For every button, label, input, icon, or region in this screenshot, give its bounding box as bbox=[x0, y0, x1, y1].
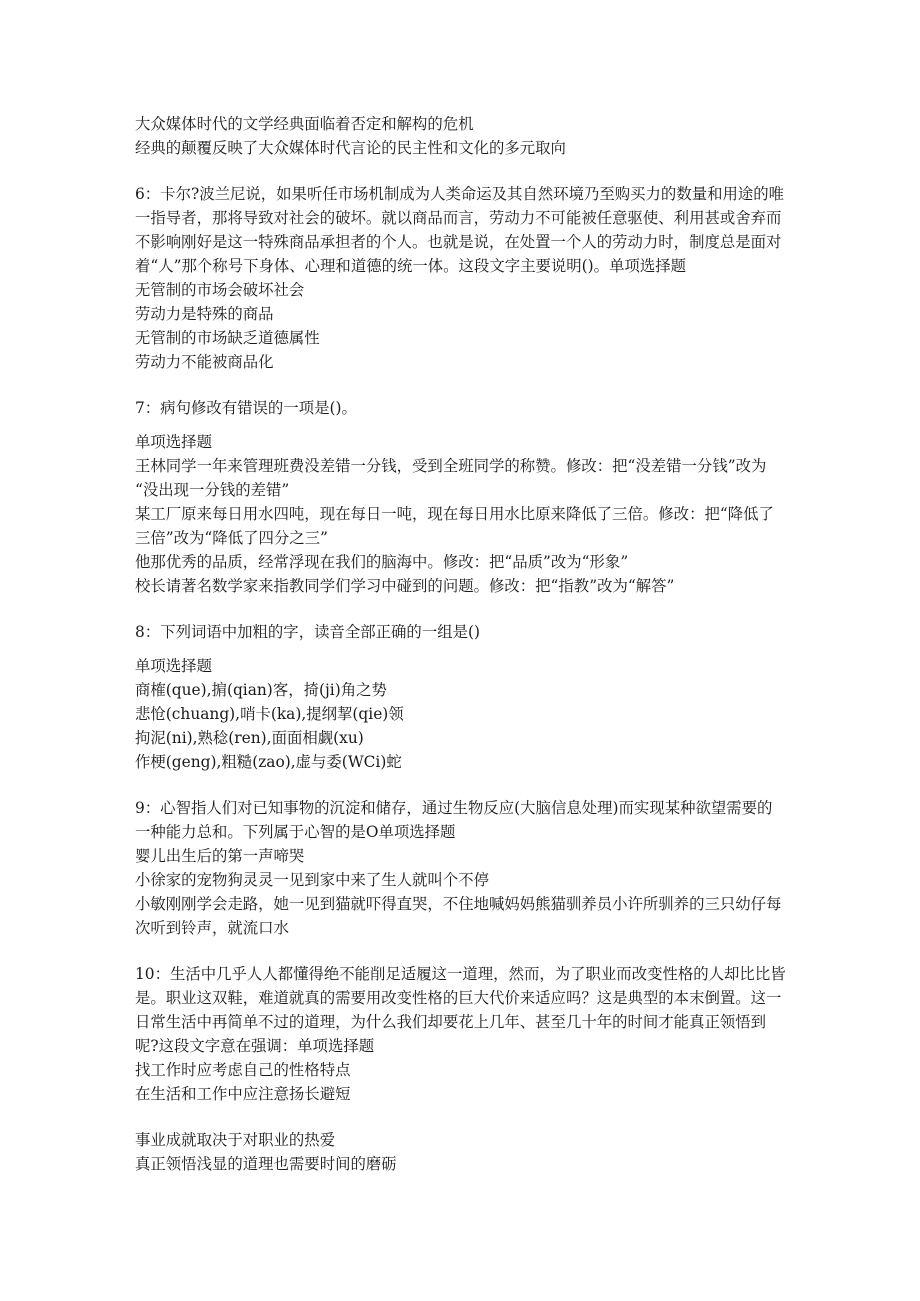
option-line: 事业成就取决于对职业的热爱 bbox=[135, 1131, 336, 1149]
question-stem-line: 10：生活中几乎人人都懂得绝不能削足适履这一道理，然而，为了职业而改变性格的人却比比皆 bbox=[135, 965, 786, 983]
spacer bbox=[135, 644, 785, 654]
option-line: 无管制的市场会破坏社会 bbox=[135, 281, 305, 299]
question-stem-line: 是。职业这双鞋，难道就真的需要用改变性格的巨大代价来适应吗？这是典型的本末倒置。这一 bbox=[135, 989, 782, 1007]
intro-line: 大众媒体时代的文学经典面临着否定和解构的危机 bbox=[135, 115, 474, 133]
question-stem-line: 着“人”那个称号下身体、心理和道德的统一体。这段文字主要说明()。单项选择题 bbox=[135, 257, 687, 275]
spacer bbox=[135, 774, 785, 796]
intro-block bbox=[135, 112, 785, 160]
option-line: 商榷(que),掮(qian)客，掎(ji)角之势 bbox=[135, 681, 387, 699]
question-stem-line: 7：病句修改有错误的一项是()。 bbox=[135, 399, 357, 417]
spacer bbox=[135, 1106, 785, 1128]
option-line: 悲怆(chuang),哨卡(ka),提纲挈(qie)领 bbox=[135, 705, 404, 723]
question-stem-line: 一种能力总和。下列属于心智的是O单项选择题 bbox=[135, 823, 456, 841]
spacer bbox=[135, 160, 785, 182]
option-line: 找工作时应考虑自己的性格特点 bbox=[135, 1061, 351, 1079]
intro-line: 经典的颠覆反映了大众媒体时代言论的民主性和文化的多元取向 bbox=[135, 139, 566, 157]
option-line: “没出现一分钱的差错” bbox=[135, 481, 290, 499]
spacer bbox=[135, 420, 785, 430]
question-8 bbox=[135, 620, 785, 774]
document-page bbox=[135, 112, 785, 1176]
option-line: 小敏刚刚学会走路，她一见到猫就吓得直哭，不住地喊妈妈熊猫驯养员小许所驯养的三只幼仔每 bbox=[135, 895, 782, 913]
question-stem-line: 9：心智指人们对已知事物的沉淀和储存，通过生物反应(大脑信息处理)而实现某种欲望需要的 bbox=[135, 799, 773, 817]
question-7 bbox=[135, 396, 785, 598]
option-line: 三倍”改为“降低了四分之三” bbox=[135, 529, 328, 547]
spacer bbox=[135, 374, 785, 396]
question-stem-line: 一指导者，那将导致对社会的破坏。就以商品而言，劳动力不可能被任意驱使、利用甚或舍弃而 bbox=[135, 209, 782, 227]
option-line: 次听到铃声，就流口水 bbox=[135, 919, 289, 937]
question-type-label: 单项选择题 bbox=[135, 433, 212, 451]
question-stem-line: 日常生活中再简单不过的道理，为什么我们却要花上几年、甚至几十年的时间才能真正领悟到 bbox=[135, 1013, 767, 1031]
question-stem-line: 6：卡尔?波兰尼说，如果听任市场机制成为人类命运及其自然环境乃至购买力的数量和用途的唯 bbox=[135, 185, 785, 203]
question-6 bbox=[135, 182, 785, 374]
option-line: 王林同学一年来管理班费没差错一分钱，受到全班同学的称赞。修改：把“没差错一分钱”改为 bbox=[135, 457, 767, 475]
question-type-label: 单项选择题 bbox=[135, 657, 212, 675]
option-line: 真正领悟浅显的道理也需要时间的磨砺 bbox=[135, 1155, 397, 1173]
spacer bbox=[135, 598, 785, 620]
option-line: 作梗(geng),粗糙(zao),虚与委(WCi)蛇 bbox=[135, 753, 402, 771]
question-stem-line: 不影响刚好是这一特殊商品承担者的个人。也就是说，在处置一个人的劳动力时，制度总是面对 bbox=[135, 233, 782, 251]
option-line: 劳动力不能被商品化 bbox=[135, 353, 274, 371]
question-stem-line: 8：下列词语中加粗的字，读音全部正确的一组是() bbox=[135, 623, 481, 641]
option-line: 劳动力是特殊的商品 bbox=[135, 305, 274, 323]
spacer bbox=[135, 940, 785, 962]
option-line: 校长请著名数学家来指教同学们学习中碰到的问题。修改：把“指教”改为“解答” bbox=[135, 577, 675, 595]
option-line: 在生活和工作中应注意扬长避短 bbox=[135, 1085, 351, 1103]
question-stem-line: 呢?这段文字意在强调：单项选择题 bbox=[135, 1037, 375, 1055]
question-10 bbox=[135, 962, 785, 1176]
question-9 bbox=[135, 796, 785, 940]
option-line: 他那优秀的品质，经常浮现在我们的脑海中。修改：把“品质”改为“形象” bbox=[135, 553, 629, 571]
option-line: 拘泥(ni),熟稔(ren),面面相觑(xu) bbox=[135, 729, 364, 747]
option-line: 婴儿出生后的第一声啼哭 bbox=[135, 847, 305, 865]
option-line: 小徐家的宠物狗灵灵一见到家中来了生人就叫个不停 bbox=[135, 871, 489, 889]
option-line: 无管制的市场缺乏道德属性 bbox=[135, 329, 320, 347]
option-line: 某工厂原来每日用水四吨，现在每日一吨，现在每日用水比原来降低了三倍。修改：把“降低了 bbox=[135, 505, 774, 523]
